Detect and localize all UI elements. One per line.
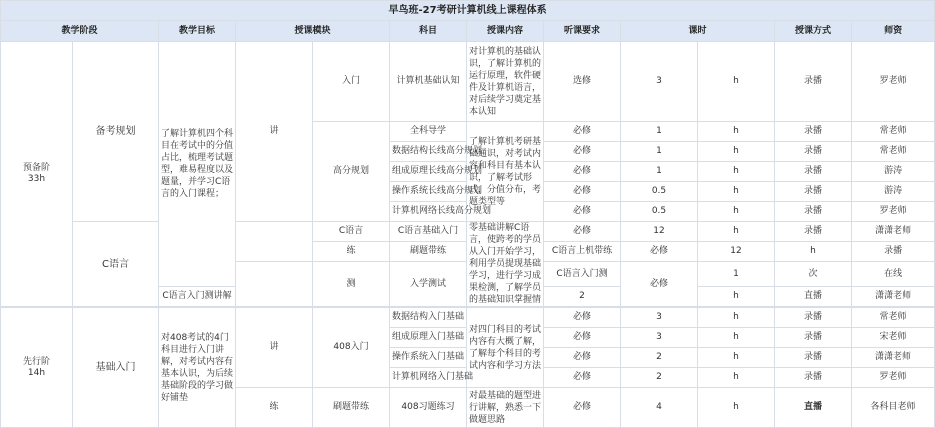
table-row-teacher: 常老师	[852, 122, 935, 142]
stage2-name: 先行阶 14h	[1, 308, 73, 428]
table-row-hours: 1	[621, 142, 698, 162]
table-row-req: 必修	[544, 348, 621, 368]
table-row-subject: 数据结构长线高分规划	[390, 142, 467, 162]
table-row-mode: 录播	[852, 242, 935, 262]
table-row-mode: 录播	[775, 348, 852, 368]
module-c: C语言	[313, 222, 390, 242]
table-row-teacher: 常老师	[852, 142, 935, 162]
stage1-sub-c-language: C语言	[73, 222, 159, 307]
blank-cell	[236, 222, 313, 262]
stage1-name: 预备阶 33h	[1, 42, 73, 307]
table-row-req: 必修	[544, 328, 621, 348]
table-row-unit: h	[698, 287, 775, 307]
module-drill: 刷题带练	[390, 242, 467, 262]
content-c-language: 零基础讲解C语言，使跨考的学员从入门开始学习，利用学员提现基础学习，进行学习成果检测，了解学员的基础知识掌握情	[467, 222, 544, 307]
table-row-req: 必修	[621, 262, 698, 307]
table-row-hours: 1	[621, 122, 698, 142]
table-row-teacher: 罗老师	[852, 202, 935, 222]
table-row-subject: 计算机网络长线高分规划	[390, 202, 467, 222]
table-row-unit: h	[698, 202, 775, 222]
table-row-hours: 2	[621, 368, 698, 388]
table-row-unit: h	[698, 368, 775, 388]
table-row-unit: h	[698, 348, 775, 368]
stage2-module-lian: 练	[236, 388, 313, 428]
table-row-subject: 操作系统长线高分规划	[390, 182, 467, 202]
stage2-module-jiang: 讲	[236, 308, 313, 388]
table-row-mode: 录播	[775, 328, 852, 348]
table-row-hours: 0.5	[621, 182, 698, 202]
table-row-mode: 录播	[775, 162, 852, 182]
table-row-subject: 计算机网络入门基础	[390, 368, 467, 388]
table-row-req: 选修	[544, 42, 621, 122]
table-row-mode: 录播	[775, 368, 852, 388]
table-row-mode: 录播	[775, 182, 852, 202]
table-row-hours: 12	[621, 222, 698, 242]
table-row-mode: 录播	[775, 42, 852, 122]
table-row-teacher: 潇潇老师	[852, 222, 935, 242]
table-row-req: 必修	[544, 388, 621, 428]
stage2-sub-basic: 基础入门	[73, 308, 159, 428]
stage1-goal: 了解计算机四个科目在考试中的分值占比，梳理考试题型，难易程度以及题量，并学习C语言的入门课程；	[159, 42, 236, 287]
table-row-req: 必修	[621, 242, 698, 262]
content-drill-408: 对最基础的题型进行讲解，熟悉一下做题思路	[467, 388, 544, 428]
table-row-unit: h	[698, 222, 775, 242]
table-row-subject: C语言入门测讲解	[159, 287, 236, 307]
table-row-req: 必修	[544, 142, 621, 162]
content-408: 对四门科目的考试内容有大概了解，了解每个科目的考试内容和学习方法	[467, 308, 544, 388]
table-row-teacher: 潇潇老师	[852, 287, 935, 307]
header-content: 授课内容	[467, 21, 544, 42]
table-row-teacher: 常老师	[852, 308, 935, 328]
table-row-mode: 录播	[775, 222, 852, 242]
table-row-subject: 全科导学	[390, 122, 467, 142]
table-row-hours: 2	[621, 348, 698, 368]
table-row-hours: 4	[621, 388, 698, 428]
table-row-mode: 录播	[775, 202, 852, 222]
table-row-teacher: 游涛	[852, 162, 935, 182]
table-row-req: 必修	[544, 122, 621, 142]
table-row-hours: 3	[621, 42, 698, 122]
table-row-teacher: 罗老师	[852, 42, 935, 122]
module-408: 408入门	[313, 308, 390, 388]
table-row-teacher: 各科目老师	[852, 388, 935, 428]
table-row-req: 必修	[544, 368, 621, 388]
table-row-subject: C语言上机带练	[544, 242, 621, 262]
table-row-hours: 1	[621, 162, 698, 182]
header-hours: 课时	[621, 21, 775, 42]
table-row-mode: 在线	[852, 262, 935, 287]
course-table-stage2	[0, 307, 935, 428]
content-intro: 对计算机的基础认识，了解计算机的运行原理，软件硬件及计算机语言，对后续学习奠定基本认知	[467, 42, 544, 122]
table-row-subject: C语言基础入门	[390, 222, 467, 242]
table-row-subject: 408习题练习	[390, 388, 467, 428]
table-row-req: 必修	[544, 202, 621, 222]
blank-cell	[236, 262, 313, 307]
table-row-req: 必修	[544, 162, 621, 182]
table-row-hours: 0.5	[621, 202, 698, 222]
table-row-unit: h	[698, 142, 775, 162]
table-row-subject: 计算机基础认知	[390, 42, 467, 122]
table-row-unit: h	[698, 42, 775, 122]
table-row-teacher: 潇潇老师	[852, 348, 935, 368]
content-high-score: 了解计算机考研基础通识，对考试内容和科目有基本认识，了解考试形式，分值分布，考题类型等	[467, 122, 544, 222]
header-stage: 教学阶段	[1, 21, 159, 42]
table-row-hours: 3	[621, 328, 698, 348]
table-row-subject: 组成原理长线高分规划	[390, 162, 467, 182]
header-module: 授课模块	[236, 21, 390, 42]
header-mode: 授课方式	[775, 21, 852, 42]
stage1-module-lian: 练	[313, 242, 390, 262]
module-drill-408: 刷题带练	[313, 388, 390, 428]
table-row-unit: h	[698, 388, 775, 428]
table-row-teacher: 罗老师	[852, 368, 935, 388]
table-row-hours: 3	[621, 308, 698, 328]
module-test: 入学测试	[390, 262, 467, 307]
table-row-subject: 操作系统入门基础	[390, 348, 467, 368]
table-row-unit: 次	[775, 262, 852, 287]
table-row-teacher: 游涛	[852, 182, 935, 202]
module-high-score: 高分规划	[313, 122, 390, 222]
header-teacher: 师资	[852, 21, 935, 42]
table-title: 早鸟班-27考研计算机线上课程体系	[1, 1, 935, 21]
table-row-hours: 2	[544, 287, 621, 307]
module-intro: 入门	[313, 42, 390, 122]
table-row-mode: 录播	[775, 122, 852, 142]
table-row-subject: 数据结构入门基础	[390, 308, 467, 328]
table-row-mode: 直播	[775, 388, 852, 428]
table-row-hours: 1	[698, 262, 775, 287]
stage2-goal: 对408考试的4门科目进行入门讲解，对考试内容有基本认识，为后续基础阶段的学习做好铺垫	[159, 308, 236, 428]
stage1-module-jiang: 讲	[236, 42, 313, 222]
table-row-mode: 录播	[775, 142, 852, 162]
stage1-module-ce: 测	[313, 262, 390, 307]
table-row-unit: h	[698, 308, 775, 328]
header-subject: 科目	[390, 21, 467, 42]
table-row-unit: h	[698, 182, 775, 202]
table-row-req: 必修	[544, 222, 621, 242]
table-row-unit: h	[698, 328, 775, 348]
stage1-sub-planning: 备考规划	[73, 42, 159, 222]
table-row-mode: 直播	[775, 287, 852, 307]
table-row-teacher: 宋老师	[852, 328, 935, 348]
table-row-subject: C语言入门测	[544, 262, 621, 287]
table-row-unit: h	[698, 122, 775, 142]
table-row-req: 必修	[544, 182, 621, 202]
table-row-unit: h	[775, 242, 852, 262]
table-row-hours: 12	[698, 242, 775, 262]
header-goal: 教学目标	[159, 21, 236, 42]
table-row-subject: 组成原理入门基础	[390, 328, 467, 348]
table-row-req: 必修	[544, 308, 621, 328]
header-requirement: 听课要求	[544, 21, 621, 42]
table-row-mode: 录播	[775, 308, 852, 328]
table-row-unit: h	[698, 162, 775, 182]
